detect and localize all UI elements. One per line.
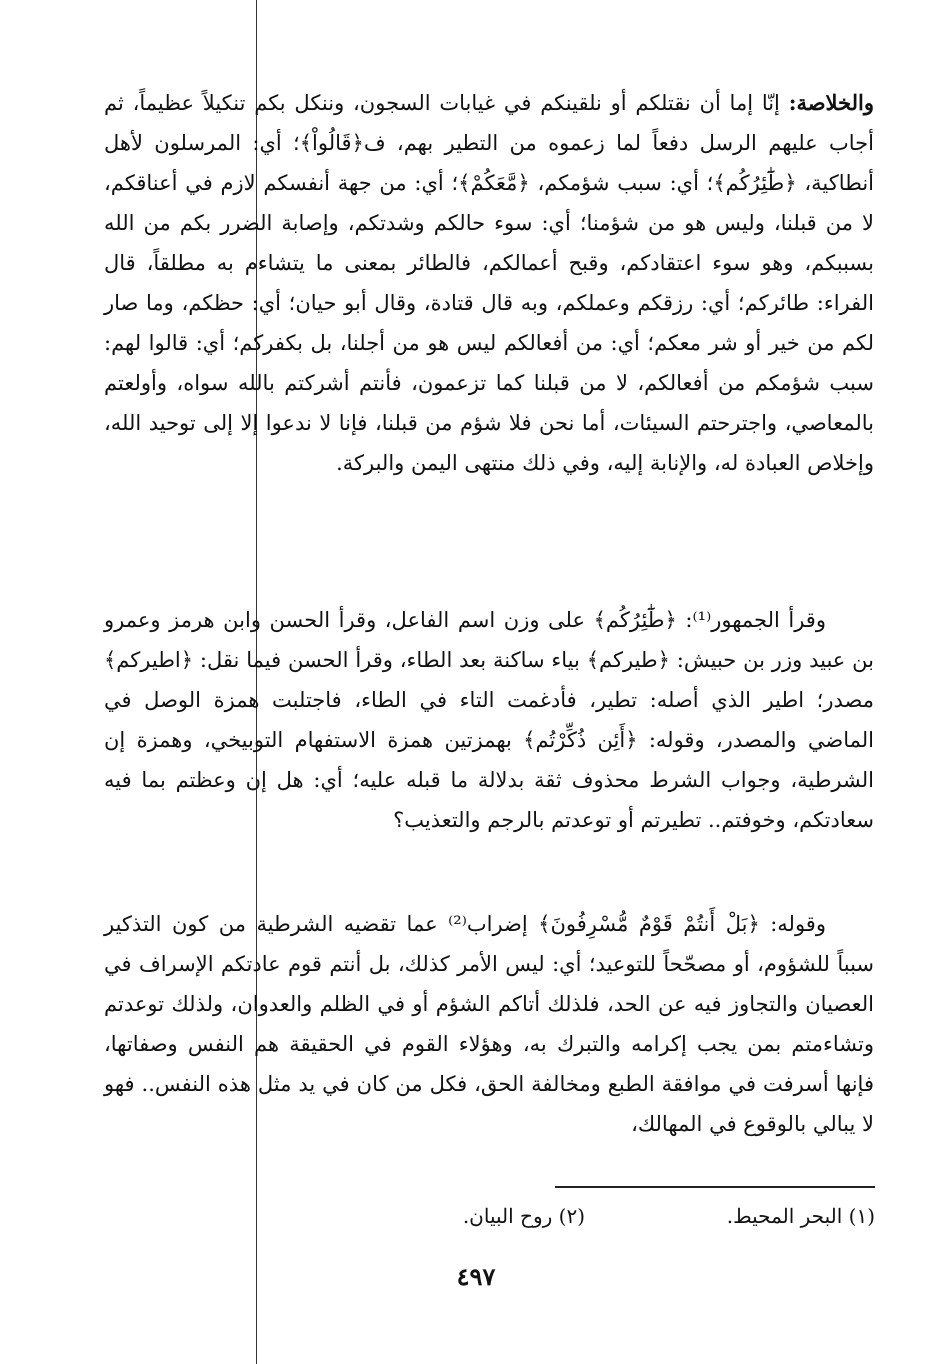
paragraph-summary [104, 83, 874, 483]
paragraph-lead: والخلاصة: [788, 90, 874, 115]
footnotes [300, 1200, 875, 1236]
paragraph-text: وقرأ الجمهور⁽¹⁾: ﴿طَٰٓئِرُكُم﴾ على وزن اسم الفاعل، وقرأ الحسن وابن هرمز وعمرو بن عبيد وزر بن حبيش: ﴿طيركم﴾ بياء ساكنة بعد الطاء، وقرأ الحسن فيما نقل: ﴿اطيركم﴾ مصدر؛ اطير الذي أصله: تطير، فأدغمت التاء في الطاء، فاجتلبت همزة الوصل في الماضي والمصدر، وقوله: ﴿أَئِن ذُكِّرْتُم﴾ بهمزتين همزة الاستفهام التوبيخي، وهمزة إن الشرطية، وجواب الشرط محذوف ثقة بدلالة ما قبله عليه؛ أي: هل إن وعظتم بما فيه سعادتكم، وخوفتم.. تطيرتم أو توعدتم بالرجم والتعذيب؟ [104, 608, 874, 832]
footnote-1: (١) البحر المحيط. [726, 1204, 875, 1228]
paragraph-text: إنّا إما أن نقتلكم أو نلقينكم في غيابات السجون، وننكل بكم تنكيلاً عظيماً، ثم أجاب عليهم الرسل دفعاً لما زعموه من التطير بهم، ف﴿قَالُواْ﴾؛ أي: المرسلون لأهل أنطاكية، ﴿طَٰٓئِرُكُم﴾؛ أي: سبب شؤمكم، ﴿مَّعَكُمْ﴾؛ أي: من جهة أنفسكم لازم في أعناقكم، لا من قبلنا، وليس هو من شؤمنا؛ أي: سوء حالكم وشدتكم، وإصابة الضرر بكم من الله بسببكم، وهو سوء اعتقادكم، وقبح أعمالكم، فالطائر بمعنى ما يتشاءم به مطلقاً، قال الفراء: طائركم؛ أي: رزقكم وعملكم، وبه قال قتادة، وقال أبو حيان؛ أي: حظكم، وما صار لكم من خير أو شر معكم؛ أي: من أفعالكم ليس هو من أجلنا، بل بكفركم؛ أي: قالوا لهم: سبب شؤمكم من أفعالكم، لا من قبلنا كما تزعمون، فأنتم أشركتم بالله سواه، وأولعتم بالمعاصي، واجترحتم السيئات، أما نحن فلا شؤم من قبلنا، فإنا لا ندعوا إلا إلى توحيد الله، وإخلاص العبادة له، والإنابة إليه، وفي ذلك منتهى اليمن والبركة. [104, 91, 874, 475]
page-number: ٤٩٧ [456, 1262, 496, 1291]
paragraph-readings [104, 600, 874, 840]
footnote-divider [555, 1186, 875, 1188]
footnote-2: (٢) روح البيان. [462, 1204, 585, 1228]
paragraph-text: وقوله: ﴿بَلْ أَنتُمْ قَوْمٌ مُّسْرِفُونَ﴾ إضراب⁽²⁾ عما تقضيه الشرطية من كون التذكير سبباً للشؤوم، أو مصحّحاً للتوعيد؛ أي: ليس الأمر كذلك، بل أنتم قوم عادتكم الإسراف في العصيان والتجاوز فيه عن الحد، فلذلك أتاكم الشؤم أو في الظلم والعدوان، ولذلك توعدتم وتشاءمتم بمن يجب إكرامه والتبرك به، وهؤلاء القوم في الحقيقة هم النفس وصفاتها، فإنها أسرفت في موافقة الطبع ومخالفة الحق، فكل من كان في يد مثل هذه النفس.. فهو لا يبالي بالوقوع في المهالك، [104, 912, 874, 1136]
paragraph-explanation [104, 904, 874, 1144]
